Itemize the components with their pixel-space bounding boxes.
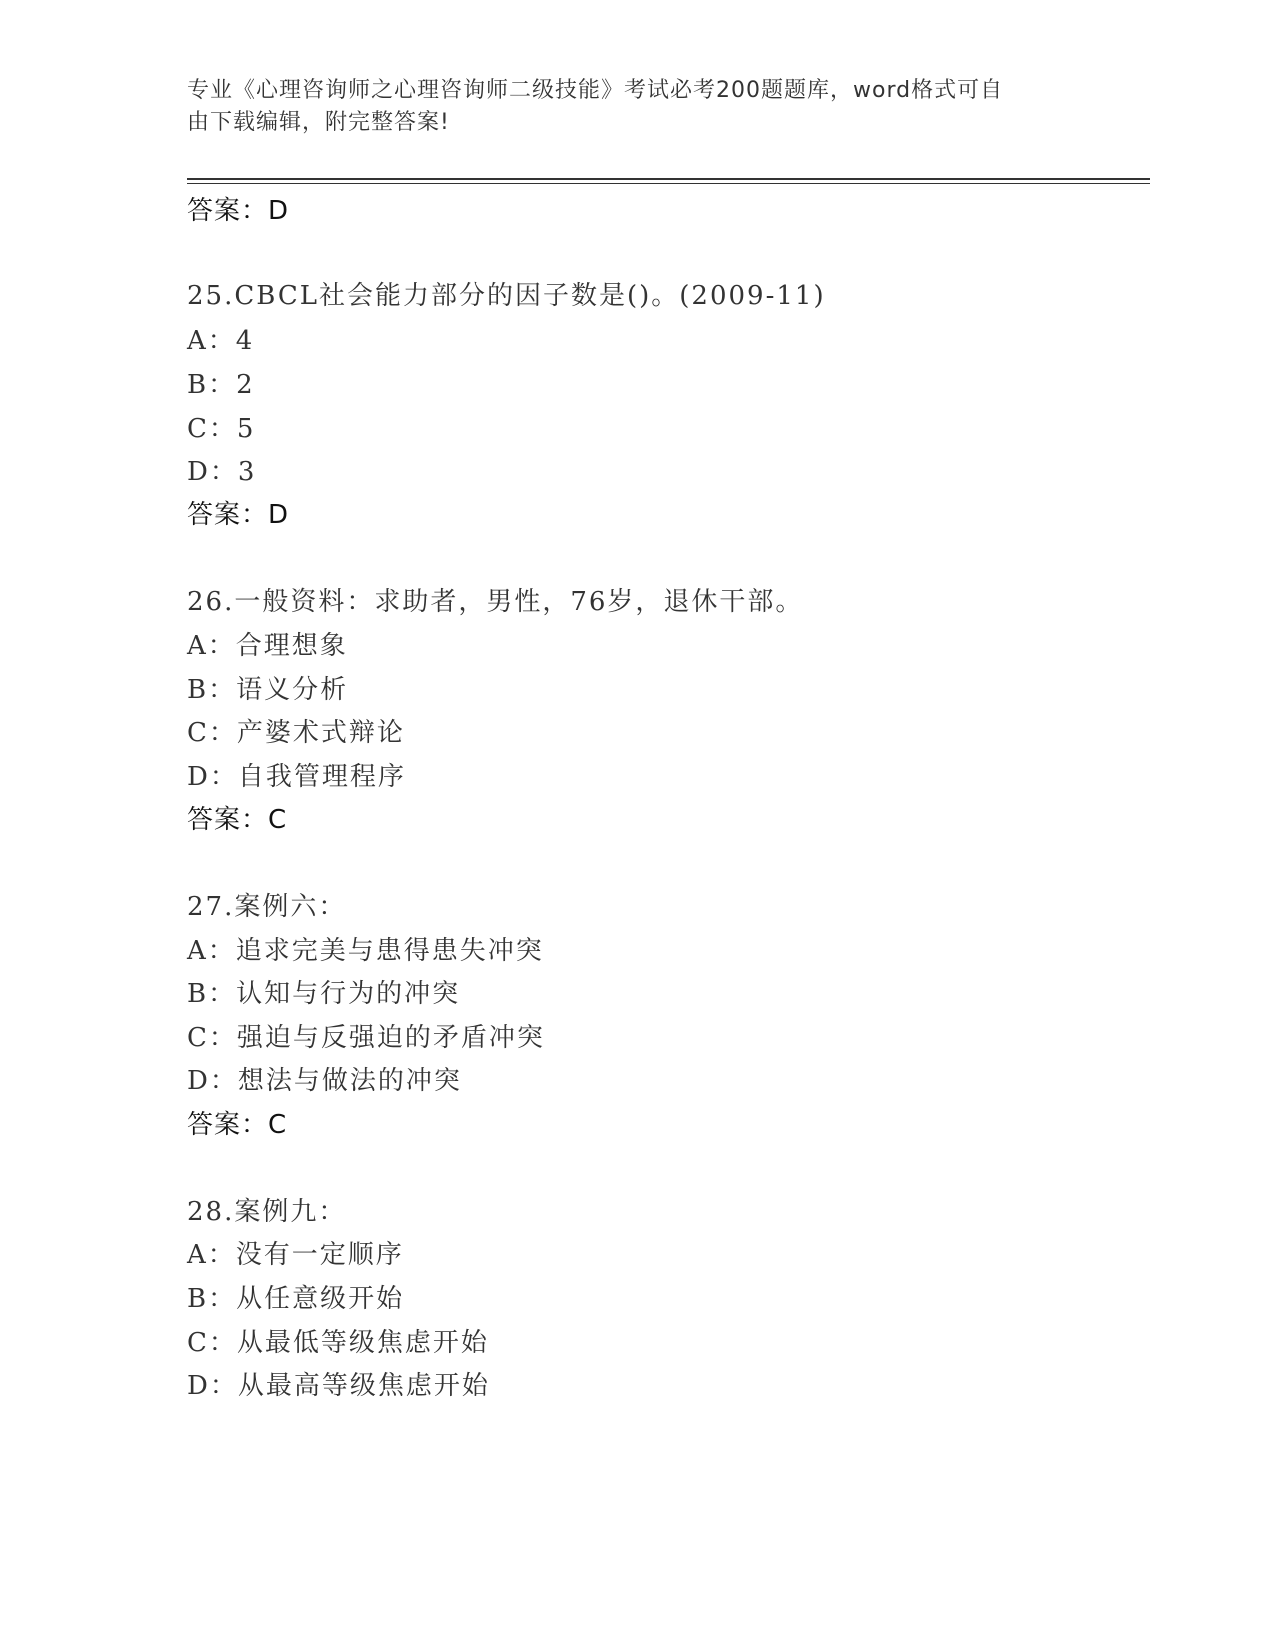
question-26-option-b: B：语义分析	[187, 675, 349, 705]
question-28-title: 28.案例九：	[187, 1197, 347, 1227]
question-27-option-a: A：追求完美与患得患失冲突	[187, 936, 544, 966]
answer-25: 答案：D	[187, 500, 290, 530]
question-25-option-d: D：3	[187, 457, 257, 487]
question-26-option-d: D：自我管理程序	[187, 762, 406, 792]
question-25-option-a: A：4	[187, 326, 255, 356]
question-27-title: 27.案例六：	[187, 892, 347, 922]
question-27-option-d: D：想法与做法的冲突	[187, 1066, 462, 1096]
question-28-option-a: A：没有一定顺序	[187, 1240, 404, 1270]
question-25-option-b: B：2	[187, 370, 255, 400]
question-26-option-c: C：产婆术式辩论	[187, 718, 405, 748]
answer-24: 答案：D	[187, 196, 290, 226]
answer-27: 答案：C	[187, 1110, 288, 1140]
question-26-title: 26.一般资料：求助者，男性，76岁，退休干部。	[187, 587, 804, 617]
question-27-option-b: B：认知与行为的冲突	[187, 979, 461, 1009]
question-26-option-a: A：合理想象	[187, 631, 348, 661]
question-25-title: 25.CBCL社会能力部分的因子数是()。(2009-11)	[187, 281, 826, 311]
document-header	[187, 75, 1067, 139]
question-25-option-c: C：5	[187, 414, 256, 444]
question-28-option-c: C：从最低等级焦虑开始	[187, 1328, 489, 1358]
question-28-option-b: B：从任意级开始	[187, 1284, 405, 1314]
header-line-1: 专业《心理咨询师之心理咨询师二级技能》考试必考200题题库，word格式可自	[187, 78, 1004, 103]
answer-26: 答案：C	[187, 805, 288, 835]
header-rule-thick	[187, 178, 1150, 180]
question-27-option-c: C：强迫与反强迫的矛盾冲突	[187, 1023, 545, 1053]
header-line-2: 由下载编辑，附完整答案!	[187, 110, 450, 135]
question-28-option-d: D：从最高等级焦虑开始	[187, 1371, 490, 1401]
header-rule-thin	[187, 183, 1150, 184]
